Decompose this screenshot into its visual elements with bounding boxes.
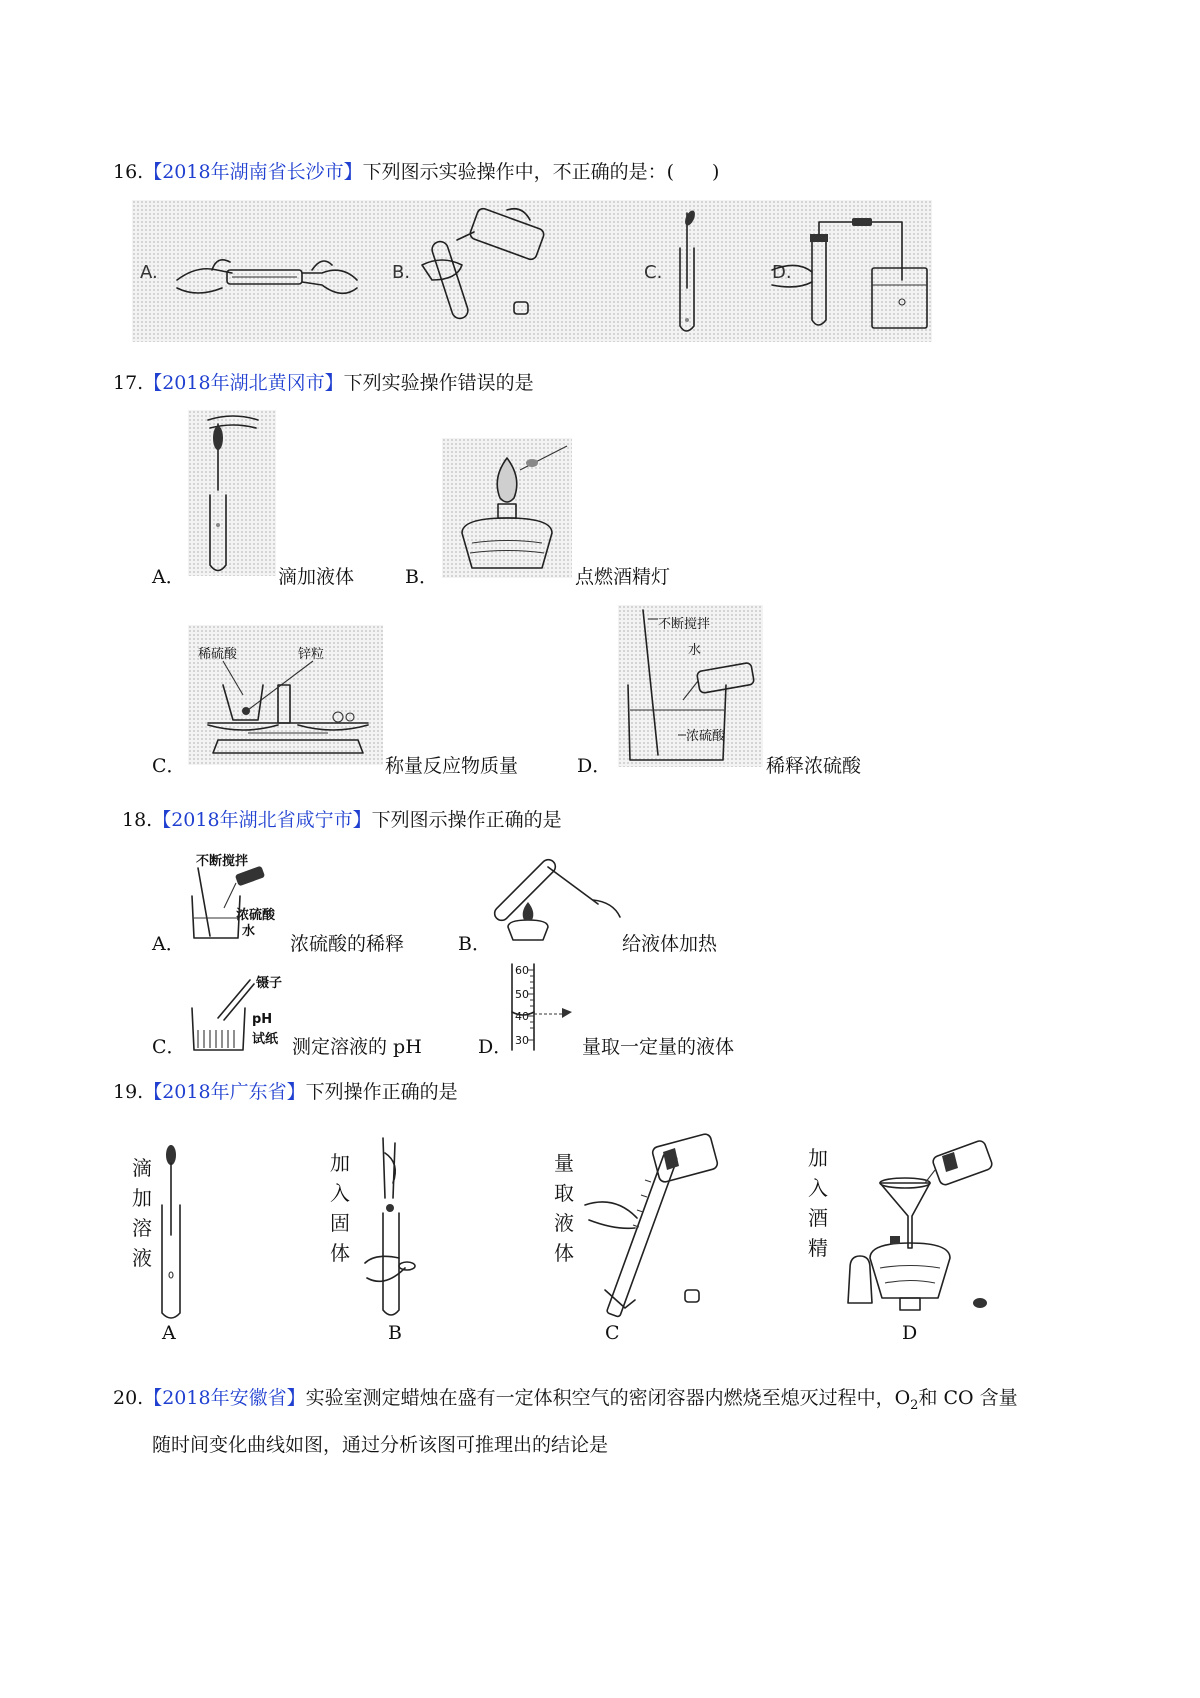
q17-option-d-caption: 稀释浓硫酸 [766,755,862,777]
q18-figure-c-ph-test [188,970,288,1052]
q18-source: 【2018年湖北省咸宁市】 [152,809,372,831]
q18-c-label-paper: 试纸 [252,1032,279,1047]
q18-number: 18. [122,809,153,831]
q16-heading [113,157,719,184]
q18-option-c-letter: C． [152,1036,186,1058]
q16-source: 【2018年湖南省长沙市】 [143,161,363,183]
q19-source: 【2018年广东省】 [143,1081,306,1103]
q17-option-b-caption: 点燃酒精灯 [575,566,671,588]
q16-figure-a-tube-connecting [172,240,362,310]
q16-figure-b-pouring-liquid [412,210,582,330]
q16-option-c-letter: C. [644,262,663,283]
q18-option-a-caption: 浓硫酸的稀释 [290,933,405,955]
q20-stem-line2: 随时间变化曲线如图，通过分析该图可推理出的结论是 [152,1434,609,1456]
q18-figure-d-panel [512,962,582,1052]
q17-option-a-letter: A． [152,566,185,588]
q17-c-label-zinc: 锌粒 [298,647,325,662]
q16-figure-panel [132,200,932,342]
q17-d-label-water: 水 [688,643,702,658]
q18-d-scale-40: 40 [515,1010,529,1023]
q16-option-a-letter: A. [140,262,158,283]
q18-d-scale-30: 30 [515,1034,529,1047]
q18-figure-a-dilution [188,848,288,940]
q17-figure-d-dilution [618,605,763,767]
q16-stem: 下列图示实验操作中，不正确的是：( ) [362,161,720,183]
q19-figure-a-dropper-in-tube [158,1145,208,1320]
q18-d-scale-50: 50 [515,988,529,1001]
q20-heading [113,1383,1018,1413]
q19-number: 19. [113,1081,144,1103]
q18-option-a-letter: A． [152,933,185,955]
q16-option-d-letter: D. [772,262,792,283]
q17-option-d-letter: D． [577,755,612,777]
q18-figure-a-panel [188,848,288,940]
q18-option-d-letter: D． [478,1036,513,1058]
q17-d-label-acid: 浓硫酸 [686,729,726,744]
q18-figure-c-panel [188,970,288,1052]
q20-stem-part1: 实验室测定蜡烛在盛有一定体积空气的密闭容器内燃烧至熄灭过程中，O [305,1387,911,1409]
q16-figure-d-airtightness-check [752,210,932,335]
q17-d-label-stir: 不断搅拌 [658,617,711,632]
q18-heading [122,805,562,832]
q20-subscript: 2 [910,1397,919,1413]
q17-option-c-caption: 称量反应物质量 [385,755,519,777]
q19-c-vertical-label: 量取液体 [554,1151,574,1265]
q18-c-label-ph: pH [252,1012,273,1027]
q17-number: 17. [113,372,144,394]
q18-figure-b-heating-liquid [498,842,628,942]
q17-figure-a-panel [188,410,276,576]
q17-figure-b-panel [442,438,572,578]
q18-c-label-tweezers: 镊子 [256,976,283,991]
q17-figure-c-balance [188,625,383,765]
q20-source: 【2018年安徽省】 [143,1387,306,1409]
q17-option-c-letter: C． [152,755,186,777]
q19-b-vertical-label: 加入固体 [330,1151,350,1265]
q19-option-b-letter: B [388,1322,402,1344]
q18-option-c-caption: 测定溶液的 pH [292,1036,422,1058]
q19-figure-c-measuring-liquid [575,1140,725,1320]
q17-figure-c-panel [188,625,383,765]
q17-figure-a-dropper [188,410,276,576]
q18-figure-d-graduated-cylinder [512,962,582,1052]
q16-number: 16. [113,161,144,183]
q20-number: 20. [113,1387,144,1409]
q19-stem: 下列操作正确的是 [305,1081,458,1103]
q19-a-vertical-label: 滴加溶液 [132,1156,152,1270]
q16-option-b-letter: B. [392,262,411,283]
q18-a-label-acid: 浓硫酸 [236,908,276,923]
q18-stem: 下列图示操作正确的是 [371,809,562,831]
q19-figure-b-adding-solid [355,1138,435,1318]
q17-c-label-acid: 稀硫酸 [198,647,238,662]
q17-source: 【2018年湖北黄冈市】 [143,372,344,394]
q18-option-b-caption: 给液体加热 [622,933,718,955]
q19-option-a-letter: A [162,1322,176,1344]
q20-stem-part2: 和 CO 含量 [918,1387,1018,1409]
q18-a-label-stir: 不断搅拌 [196,854,249,869]
q16-figure-c-dropper-in-tube [672,208,732,338]
q17-stem: 下列实验操作错误的是 [343,372,534,394]
q19-d-vertical-label: 加入酒精 [808,1146,828,1260]
q18-d-scale-60: 60 [515,964,529,977]
q17-figure-b-alcohol-lamp [442,438,572,578]
q17-heading [113,368,534,395]
q18-a-label-water: 水 [242,924,256,939]
q18-option-d-caption: 量取一定量的液体 [582,1036,735,1058]
q18-figure-b-panel [498,842,628,942]
q19-figure-d-adding-alcohol [830,1138,1010,1320]
q17-option-b-letter: B． [405,566,438,588]
q19-heading [113,1077,458,1104]
q18-option-b-letter: B． [458,933,491,955]
q19-option-d-letter: D [902,1322,918,1344]
q19-option-c-letter: C [605,1322,620,1344]
q17-figure-d-panel [618,605,763,767]
q17-option-a-caption: 滴加液体 [278,566,355,588]
